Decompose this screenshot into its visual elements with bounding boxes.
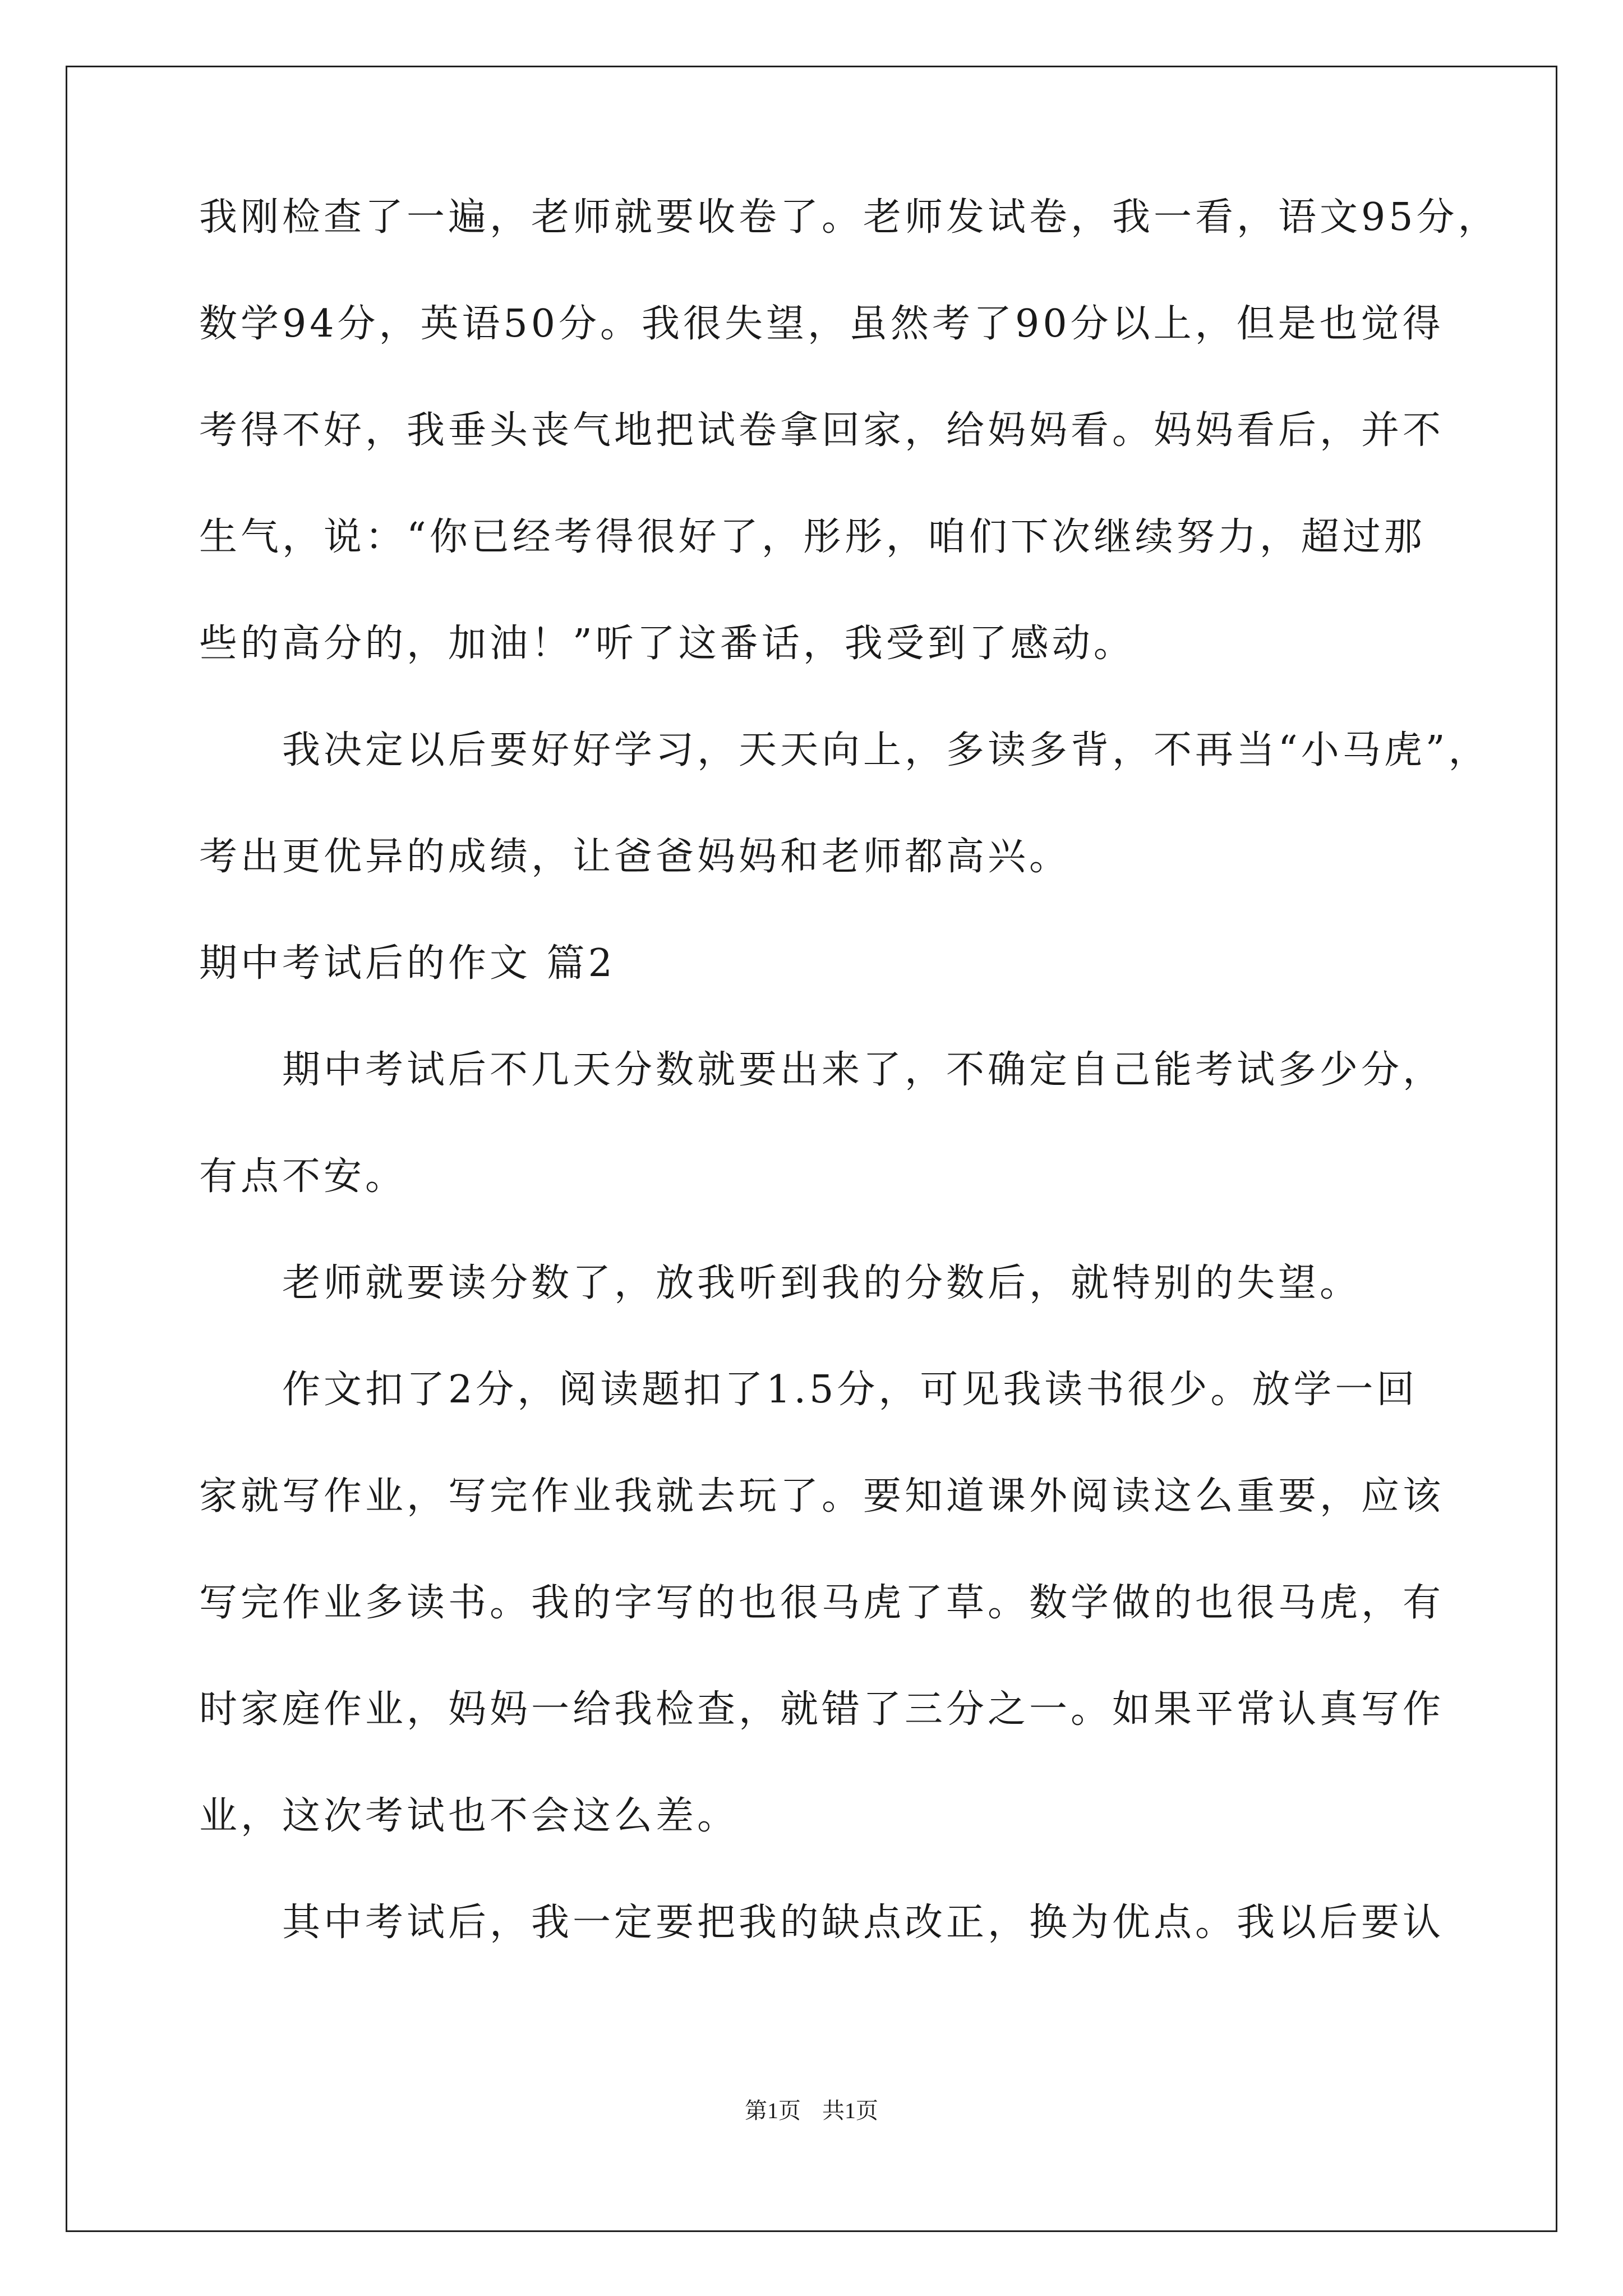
page-number: 第1页 <box>745 2098 801 2123</box>
page-count: 共1页 <box>822 2098 878 2123</box>
text-line: 生气，说：“你已经考得很好了，彤彤，咱们下次继续努力，超过那 <box>199 515 1426 559</box>
text-line: 我刚检查了一遍，老师就要收卷了。老师发试卷，我一看，语文95分， <box>199 195 1500 240</box>
text-line: 时家庭作业，妈妈一给我检查，就错了三分之一。如果平常认真写作 <box>199 1687 1445 1732</box>
page-footer <box>0 2095 1623 2127</box>
paragraph-start-line: 其中考试后，我一定要把我的缺点改正，换为优点。我以后要认 <box>282 1901 1445 1945</box>
text-line: 些的高分的，加油！”听了这番话，我受到了感动。 <box>199 622 1135 666</box>
text-line: 数学94分，英语50分。我很失望，虽然考了90分以上，但是也觉得 <box>199 302 1444 346</box>
paragraph-start-line: 作文扣了2分，阅读题扣了1.5分，可见我读书很少。放学一回 <box>282 1368 1418 1412</box>
paragraph-start-line: 老师就要读分数了，放我听到我的分数后，就特别的失望。 <box>282 1261 1362 1305</box>
paragraph-start-line: 我决定以后要好好学习，天天向上，多读多背，不再当“小马虎”， <box>282 728 1490 772</box>
text-line: 家就写作业，写完作业我就去玩了。要知道课外阅读这么重要，应该 <box>199 1474 1445 1519</box>
text-line: 考得不好，我垂头丧气地把试卷拿回家，给妈妈看。妈妈看后，并不 <box>199 408 1445 453</box>
text-line: 业，这次考试也不会这么差。 <box>199 1794 739 1838</box>
paragraph-start-line: 期中考试后不几天分数就要出来了，不确定自己能考试多少分， <box>282 1048 1445 1092</box>
text-line: 考出更优异的成绩，让爸爸妈妈和老师都高兴。 <box>199 835 1071 879</box>
section-heading: 期中考试后的作文 篇2 <box>199 941 616 986</box>
text-line: 有点不安。 <box>199 1154 407 1199</box>
text-line: 写完作业多读书。我的字写的也很马虎了草。数学做的也很马虎，有 <box>199 1581 1445 1625</box>
